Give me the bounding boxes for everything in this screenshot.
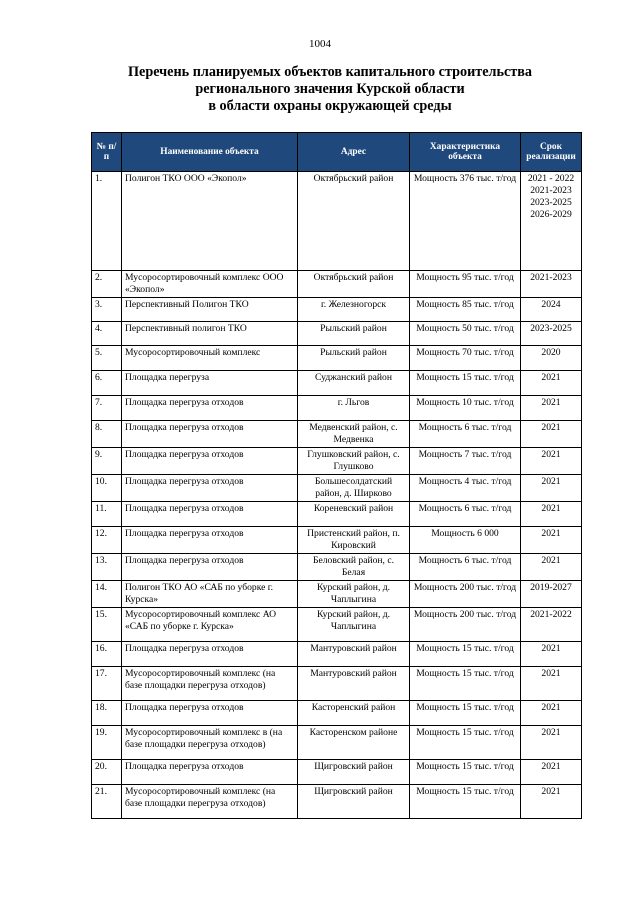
cell-term: 2021	[521, 760, 582, 785]
table-row	[92, 298, 582, 322]
cell-term: 2021-2023	[521, 271, 582, 298]
cell-address: Курский район, д. Чаплыгина	[298, 581, 410, 608]
table-row	[92, 448, 582, 475]
cell-name: Площадка перегруза отходов	[122, 554, 298, 581]
cell-num: 11.	[92, 502, 122, 527]
header-address: Адрес	[298, 133, 410, 172]
table-header-row	[92, 133, 582, 172]
cell-num: 13.	[92, 554, 122, 581]
cell-address: Октябрьский район	[298, 172, 410, 271]
cell-address: Большесолдатский район, д. Ширково	[298, 475, 410, 502]
cell-num: 12.	[92, 527, 122, 554]
table-row	[92, 785, 582, 819]
cell-name: Площадка перегруза отходов	[122, 642, 298, 667]
cell-capacity: Мощность 15 тыс. т/год	[410, 701, 521, 726]
cell-address: Щигровский район	[298, 760, 410, 785]
table-body	[92, 172, 582, 819]
cell-num: 16.	[92, 642, 122, 667]
cell-capacity: Мощность 95 тыс. т/год	[410, 271, 521, 298]
cell-capacity: Мощность 15 тыс. т/год	[410, 667, 521, 701]
table-row	[92, 608, 582, 642]
cell-term: 2021	[521, 502, 582, 527]
cell-address: Мантуровский район	[298, 642, 410, 667]
cell-term: 2021 - 2022 2021-2023 2023-2025 2026-2029	[521, 172, 582, 271]
cell-capacity: Мощность 7 тыс. т/год	[410, 448, 521, 475]
table-row	[92, 527, 582, 554]
cell-name: Перспективный полигон ТКО	[122, 322, 298, 346]
cell-term: 2021	[521, 396, 582, 421]
cell-term: 2021	[521, 726, 582, 760]
cell-name: Площадка перегруза отходов	[122, 527, 298, 554]
cell-capacity: Мощность 200 тыс. т/год	[410, 608, 521, 642]
table-row	[92, 642, 582, 667]
table-row	[92, 271, 582, 298]
cell-num: 19.	[92, 726, 122, 760]
cell-address: г. Льгов	[298, 396, 410, 421]
cell-term: 2021	[521, 642, 582, 667]
cell-capacity: Мощность 376 тыс. т/год	[410, 172, 521, 271]
cell-name: Площадка перегруза отходов	[122, 760, 298, 785]
cell-address: Курский район, д. Чаплыгина	[298, 608, 410, 642]
table-row	[92, 371, 582, 396]
cell-capacity: Мощность 10 тыс. т/год	[410, 396, 521, 421]
cell-address: Рыльский район	[298, 346, 410, 371]
table-row	[92, 475, 582, 502]
cell-name: Площадка перегруза	[122, 371, 298, 396]
header-capacity: Характеристика объекта	[410, 133, 521, 172]
table-row	[92, 554, 582, 581]
cell-term: 2021	[521, 527, 582, 554]
cell-num: 4.	[92, 322, 122, 346]
header-term: Срок реализации	[521, 133, 582, 172]
table-row	[92, 346, 582, 371]
cell-name: Площадка перегруза отходов	[122, 421, 298, 448]
cell-address: Медвенский район, с. Медвенка	[298, 421, 410, 448]
cell-num: 8.	[92, 421, 122, 448]
cell-term: 2021	[521, 475, 582, 502]
cell-num: 21.	[92, 785, 122, 819]
cell-term: 2024	[521, 298, 582, 322]
cell-name: Площадка перегруза отходов	[122, 502, 298, 527]
cell-name: Площадка перегруза отходов	[122, 475, 298, 502]
cell-num: 18.	[92, 701, 122, 726]
cell-term: 2023-2025	[521, 322, 582, 346]
table-row	[92, 760, 582, 785]
cell-num: 3.	[92, 298, 122, 322]
cell-name: Перспективный Полигон ТКО	[122, 298, 298, 322]
cell-capacity: Мощность 6 тыс. т/год	[410, 554, 521, 581]
title-line-3: в области охраны окружающей среды	[208, 98, 452, 114]
cell-name: Полигон ТКО ООО «Экопол»	[122, 172, 298, 271]
cell-num: 6.	[92, 371, 122, 396]
cell-address: г. Железногорск	[298, 298, 410, 322]
cell-num: 9.	[92, 448, 122, 475]
cell-num: 1.	[92, 172, 122, 271]
header-num: № п/п	[92, 133, 122, 172]
table-row	[92, 421, 582, 448]
cell-name: Мусоросортировочный комплекс (на базе площадки перегруза отходов)	[122, 667, 298, 701]
table-row	[92, 172, 582, 271]
page-number: 1004	[309, 38, 331, 50]
cell-capacity: Мощность 6 тыс. т/год	[410, 502, 521, 527]
cell-address: Рыльский район	[298, 322, 410, 346]
cell-name: Площадка перегруза отходов	[122, 396, 298, 421]
title-line-1: Перечень планируемых объектов капитального строительства	[128, 64, 532, 80]
cell-capacity: Мощность 50 тыс. т/год	[410, 322, 521, 346]
cell-capacity: Мощность 15 тыс. т/год	[410, 642, 521, 667]
cell-capacity: Мощность 15 тыс. т/год	[410, 785, 521, 819]
cell-capacity: Мощность 200 тыс. т/год	[410, 581, 521, 608]
table-row	[92, 701, 582, 726]
cell-capacity: Мощность 15 тыс. т/год	[410, 760, 521, 785]
cell-address: Глушковский район, с. Глушково	[298, 448, 410, 475]
table-row	[92, 726, 582, 760]
table-row	[92, 667, 582, 701]
cell-address: Касторенском районе	[298, 726, 410, 760]
cell-address: Октябрьский район	[298, 271, 410, 298]
cell-name: Мусоросортировочный комплекс	[122, 346, 298, 371]
table-row	[92, 581, 582, 608]
cell-num: 2.	[92, 271, 122, 298]
cell-name: Мусоросортировочный комплекс ООО «Экопол»	[122, 271, 298, 298]
cell-num: 15.	[92, 608, 122, 642]
cell-num: 7.	[92, 396, 122, 421]
cell-term: 2021	[521, 421, 582, 448]
cell-capacity: Мощность 15 тыс. т/год	[410, 371, 521, 396]
cell-term: 2021-2022	[521, 608, 582, 642]
cell-address: Касторенский район	[298, 701, 410, 726]
cell-num: 20.	[92, 760, 122, 785]
cell-name: Мусоросортировочный комплекс (на базе площадки перегруза отходов)	[122, 785, 298, 819]
cell-num: 10.	[92, 475, 122, 502]
cell-term: 2021	[521, 448, 582, 475]
objects-table	[91, 132, 582, 819]
cell-term: 2021	[521, 785, 582, 819]
table-row	[92, 322, 582, 346]
cell-address: Пристенский район, п. Кировский	[298, 527, 410, 554]
cell-address: Беловский район, с. Белая	[298, 554, 410, 581]
cell-num: 17.	[92, 667, 122, 701]
document-title	[60, 64, 600, 115]
cell-term: 2021	[521, 554, 582, 581]
cell-name: Площадка перегруза отходов	[122, 448, 298, 475]
header-name: Наименование объекта	[122, 133, 298, 172]
cell-capacity: Мощность 15 тыс. т/год	[410, 726, 521, 760]
title-line-2: регионального значения Курской области	[195, 81, 465, 97]
cell-address: Суджанский район	[298, 371, 410, 396]
cell-capacity: Мощность 6 000	[410, 527, 521, 554]
cell-num: 14.	[92, 581, 122, 608]
cell-name: Полигон ТКО АО «САБ по уборке г. Курска»	[122, 581, 298, 608]
cell-term: 2020	[521, 346, 582, 371]
cell-capacity: Мощность 85 тыс. т/год	[410, 298, 521, 322]
cell-name: Мусоросортировочный комплекс в (на базе площадки перегруза отходов)	[122, 726, 298, 760]
cell-name: Площадка перегруза отходов	[122, 701, 298, 726]
cell-term: 2021	[521, 701, 582, 726]
cell-name: Мусоросортировочный комплекс АО «САБ по уборке г. Курска»	[122, 608, 298, 642]
cell-address: Кореневский район	[298, 502, 410, 527]
cell-term: 2019-2027	[521, 581, 582, 608]
cell-num: 5.	[92, 346, 122, 371]
cell-address: Щигровский район	[298, 785, 410, 819]
table-row	[92, 396, 582, 421]
cell-capacity: Мощность 6 тыс. т/год	[410, 421, 521, 448]
table-row	[92, 502, 582, 527]
cell-term: 2021	[521, 371, 582, 396]
cell-address: Мантуровский район	[298, 667, 410, 701]
cell-term: 2021	[521, 667, 582, 701]
cell-capacity: Мощность 70 тыс. т/год	[410, 346, 521, 371]
cell-capacity: Мощность 4 тыс. т/год	[410, 475, 521, 502]
